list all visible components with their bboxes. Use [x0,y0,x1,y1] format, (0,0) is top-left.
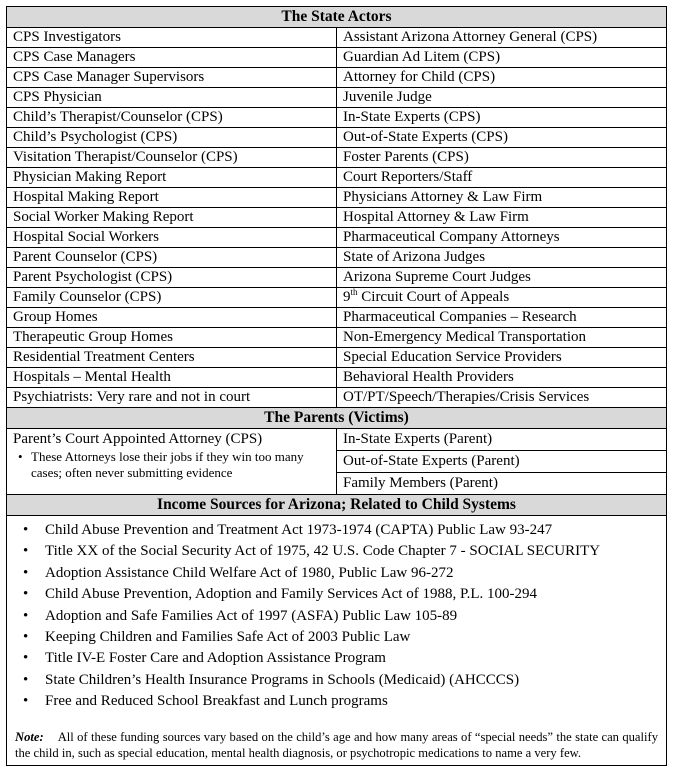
income-item-text: Adoption and Safe Families Act of 1997 (ASFA) Public Law 105-89 [45,607,458,624]
state-actor-row [7,128,667,148]
state-actor-right: 9th Circuit Court of Appeals [337,288,667,308]
bullet-mark: • [23,522,29,538]
state-actor-right: Hospital Attorney & Law Firm [337,208,667,228]
bullet-mark: • [23,543,29,560]
state-actor-left: Parent Psychologist (CPS) [7,268,337,288]
parents-row [7,429,667,495]
state-actor-row [7,328,667,348]
income-item-text: Free and Reduced School Breakfast and Lunch programs [45,693,388,710]
bullet-mark: • [23,671,29,688]
state-actor-row [7,188,667,208]
state-actor-row [7,348,667,368]
state-actor-row [7,68,667,88]
state-actor-row [7,388,667,408]
state-actors-title: The State Actors [7,7,667,28]
state-actor-row [7,228,667,248]
state-actor-row [7,248,667,268]
state-actor-row [7,148,667,168]
state-actor-right: Physicians Attorney & Law Firm [337,188,667,208]
parents-left-cell [7,429,337,495]
state-actor-left: CPS Case Managers [7,48,337,68]
state-actor-right: Assistant Arizona Attorney General (CPS) [337,28,667,48]
parent-expert-out-of-state: Out-of-State Experts (Parent) [337,451,666,473]
parents-right-cell [337,429,667,495]
funding-note [15,729,660,761]
note-label: Note: [15,729,44,744]
state-actor-left: CPS Physician [7,88,337,108]
income-item [15,691,660,712]
state-actor-left: Visitation Therapist/Counselor (CPS) [7,148,337,168]
parent-attorney-note-text: These Attorneys lose their jobs if they win too many cases; often never submitting evidence [31,449,304,480]
state-actor-right: OT/PT/Speech/Therapies/Crisis Services [337,388,667,408]
state-actor-left: Social Worker Making Report [7,208,337,228]
state-actor-left: Hospitals – Mental Health [7,368,337,388]
parent-attorney-label: Parent’s Court Appointed Attorney (CPS) [13,431,263,447]
income-item-text: Title XX of the Social Security Act of 1975, 42 U.S. Code Chapter 7 - SOCIAL SECURITY [45,543,601,560]
state-actor-row [7,308,667,328]
state-actor-right: Arizona Supreme Court Judges [337,268,667,288]
income-item-text: State Children’s Health Insurance Programs in Schools (Medicaid) (AHCCCS) [45,671,520,688]
income-item-text: Title IV-E Foster Care and Adoption Assistance Program [45,650,386,667]
state-actor-left: Family Counselor (CPS) [7,288,337,308]
income-cell [7,516,667,766]
income-item-text: Keeping Children and Families Safe Act of 2003 Public Law [45,628,411,645]
income-item-text: Child Abuse Prevention, Adoption and Family Services Act of 1988, P.L. 100-294 [45,586,538,603]
state-actor-right: Pharmaceutical Company Attorneys [337,228,667,248]
income-item [15,520,660,541]
state-actor-row [7,288,667,308]
state-actor-row [7,48,667,68]
state-actor-right: Juvenile Judge [337,88,667,108]
parents-title: The Parents (Victims) [7,408,667,429]
state-actor-right: Non-Emergency Medical Transportation [337,328,667,348]
parents-header-row [7,408,667,429]
state-actor-right: Special Education Service Providers [337,348,667,368]
income-item-text: Adoption Assistance Child Welfare Act of 1980, Public Law 96-272 [45,564,454,581]
income-item [15,541,660,562]
bullet-mark: • [23,586,29,603]
note-text: All of these funding sources vary based on the child’s age and how many areas of “special needs” the state can qualify the child in, such as special education, mental health diagnosis, or psychotropic medications to name a very few. [15,729,658,760]
state-actor-left: Therapeutic Group Homes [7,328,337,348]
state-actor-row [7,28,667,48]
document-page [6,6,667,766]
state-actor-left: Residential Treatment Centers [7,348,337,368]
income-header-row [7,495,667,516]
income-item [15,648,660,669]
state-actor-left: Physician Making Report [7,168,337,188]
state-actor-right: Behavioral Health Providers [337,368,667,388]
state-actor-row [7,168,667,188]
state-actor-left: Hospital Making Report [7,188,337,208]
state-actor-right: Court Reporters/Staff [337,168,667,188]
state-actor-left: Parent Counselor (CPS) [7,248,337,268]
state-actor-right: Pharmaceutical Companies – Research [337,308,667,328]
state-actor-right: Foster Parents (CPS) [337,148,667,168]
state-actor-left: Child’s Psychologist (CPS) [7,128,337,148]
bullet-mark: • [23,564,29,581]
income-title: Income Sources for Arizona; Related to Child Systems [7,495,667,516]
state-actor-left: Child’s Therapist/Counselor (CPS) [7,108,337,128]
state-actor-row [7,108,667,128]
state-actors-table [6,6,667,766]
state-actor-left: Hospital Social Workers [7,228,337,248]
state-actor-left: CPS Investigators [7,28,337,48]
state-actor-row [7,208,667,228]
parent-family-members: Family Members (Parent) [343,475,498,491]
state-actor-left: Group Homes [7,308,337,328]
income-row [7,516,667,766]
bullet-mark: • [23,628,29,645]
income-list [15,520,660,713]
income-item [15,606,660,627]
state-actor-right: Out-of-State Experts (CPS) [337,128,667,148]
state-actors-header-row [7,7,667,28]
state-actor-left: CPS Case Manager Supervisors [7,68,337,88]
state-actor-right: In-State Experts (CPS) [337,108,667,128]
state-actor-right: Guardian Ad Litem (CPS) [337,48,667,68]
income-item [15,670,660,691]
income-item [15,563,660,584]
state-actor-right: Attorney for Child (CPS) [337,68,667,88]
state-actor-left: Psychiatrists: Very rare and not in court [7,388,337,408]
parent-expert-in-state: In-State Experts (Parent) [337,429,666,451]
bullet-mark: • [23,650,29,667]
income-item [15,627,660,648]
state-actor-row [7,268,667,288]
income-item [15,584,660,605]
parent-attorney-note [13,449,330,481]
income-item-text: Child Abuse Prevention and Treatment Act 1973-1974 (CAPTA) Public Law 93-247 [45,522,553,538]
bullet-mark: • [23,693,29,710]
bullet-mark: • [18,449,23,464]
state-actor-right: State of Arizona Judges [337,248,667,268]
state-actor-row [7,88,667,108]
bullet-mark: • [23,607,29,624]
state-actor-row [7,368,667,388]
